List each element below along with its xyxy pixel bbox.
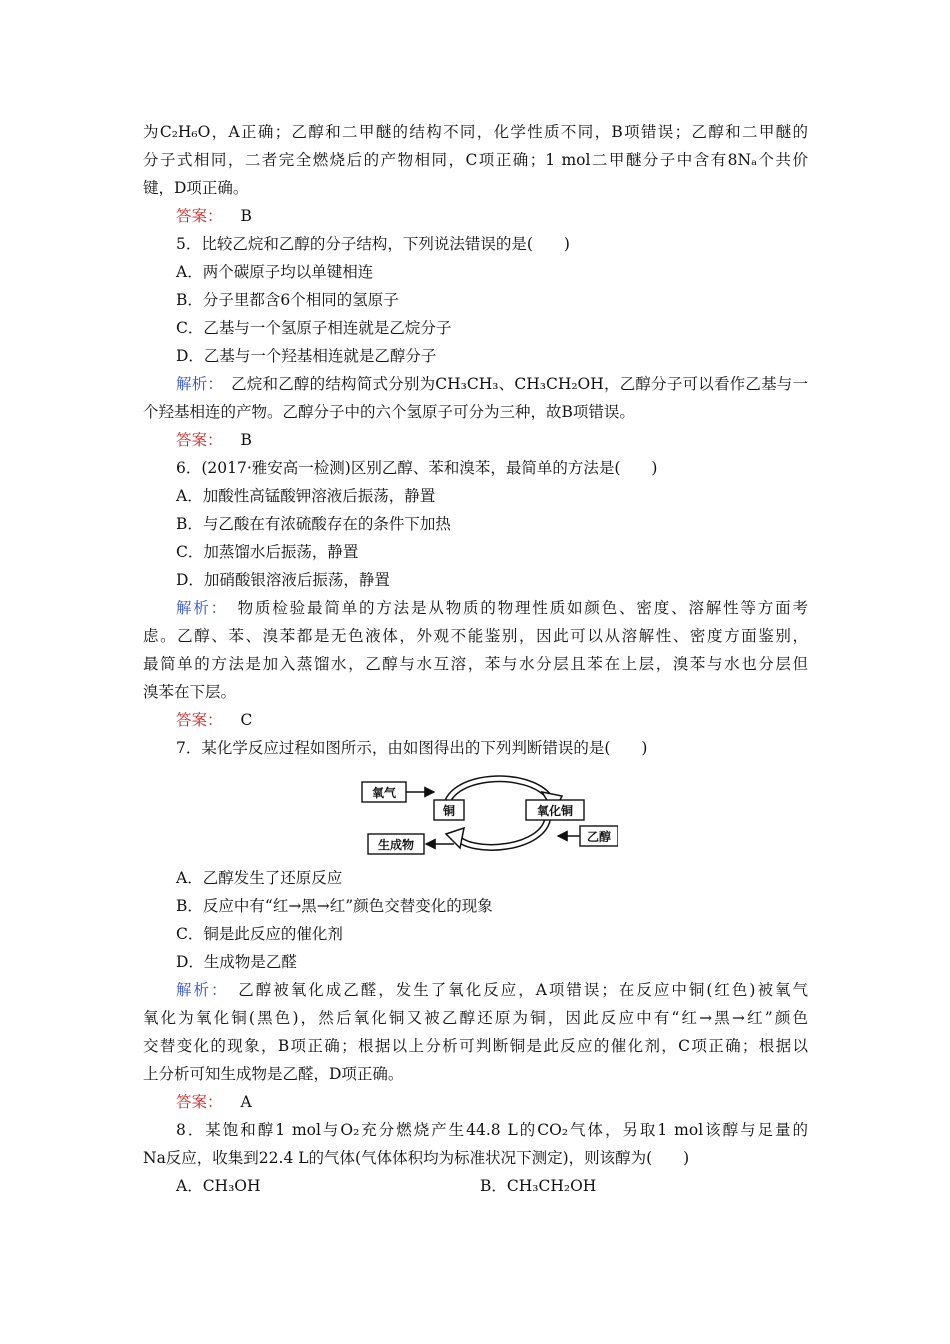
analysis-label: 解析： (176, 599, 221, 617)
option-line: C．乙基与一个氢原子相连就是乙烷分子 (176, 319, 452, 337)
option-line: C．铜是此反应的催化剂 (176, 925, 343, 943)
answer-value: B (240, 431, 252, 449)
cycle-arrowhead-bottom (446, 828, 464, 848)
copper-oxide-label: 氧化铜 (536, 804, 574, 818)
analysis-label: 解析： (176, 375, 216, 393)
ethanol-label: 乙醇 (586, 830, 612, 844)
option-line: B．分子里都含6个相同的氢原子 (176, 291, 399, 309)
reaction-cycle-diagram (358, 764, 618, 860)
question-8-stem: Na反应，收集到22.4 L的气体(气体体积均为标准状况下测定)，则该醇为( ) (143, 1149, 690, 1167)
analysis-label: 解析： (176, 981, 221, 999)
option-line: A．两个碳原子均以单键相连 (176, 263, 374, 281)
product-label: 生成物 (377, 838, 415, 852)
option-line: D．加硝酸银溶液后振荡，静置 (176, 571, 390, 589)
paragraph-line: 键，D项正确。 (143, 179, 249, 197)
copper-label: 铜 (442, 804, 456, 818)
answer-label: 答案： (176, 1093, 223, 1111)
answer-line (176, 710, 841, 730)
answer-line (176, 206, 841, 226)
analysis-text: 乙烷和乙醇的结构简式分别为CH₃CH₃、CH₃CH₂OH，乙醇分子可以看作乙基与一 (231, 375, 808, 393)
option-line: D．生成物是乙醛 (176, 953, 297, 971)
analysis-text: 物质检验最简单的方法是从物质的物理性质如颜色、密度、溶解性等方面考 (237, 599, 808, 617)
option-a: A．CH₃OH (176, 1177, 261, 1195)
option-line: A．加酸性高锰酸钾溶液后振荡，静置 (176, 487, 436, 505)
answer-value: B (240, 207, 252, 225)
option-line: A．乙醇发生了还原反应 (176, 869, 343, 887)
option-line: C．加蒸馏水后振荡，静置 (176, 543, 359, 561)
answer-label: 答案： (176, 207, 223, 225)
option-line: B．与乙酸在有浓硫酸存在的条件下加热 (176, 515, 451, 533)
analysis-line: 上分析可知生成物是乙醛，D项正确。 (143, 1065, 404, 1083)
answer-label: 答案： (176, 711, 223, 729)
answer-value: C (240, 711, 253, 729)
question-5-stem: 5．比较乙烷和乙醇的分子结构，下列说法错误的是( ) (176, 235, 570, 253)
answer-line (176, 1092, 841, 1112)
question-8-stem: 8．某饱和醇1 mol与O₂充分燃烧产生44.8 L的CO₂气体，另取1 mol该醇与足量的 (176, 1121, 808, 1139)
answer-line (176, 430, 841, 450)
answer-value: A (240, 1093, 252, 1111)
analysis-line: 虑。乙醇、苯、溴苯都是无色液体，外观不能鉴别，因此可以从溶解性、密度方面鉴别， (143, 627, 808, 645)
analysis-line (176, 598, 808, 618)
analysis-text: 乙醇被氧化成乙醛，发生了氧化反应，A项错误；在反应中铜(红色)被氧气 (238, 981, 808, 999)
analysis-line: 个羟基相连的产物。乙醇分子中的六个氢原子可分为三种，故B项错误。 (143, 403, 635, 421)
option-line: B．反应中有“红→黑→红”颜色交替变化的现象 (176, 897, 493, 915)
paragraph-line: 分子式相同，二者完全燃烧后的产物相同，C项正确；1 mol二甲醚分子中含有8Nₐ个共价 (143, 151, 808, 169)
analysis-line: 交替变化的现象，B项正确；根据以上分析可判断铜是此反应的催化剂，C项正确；根据以 (143, 1037, 808, 1055)
question-7-stem: 7．某化学反应过程如图所示，由如图得出的下列判断错误的是( ) (176, 739, 648, 757)
analysis-line: 溴苯在下层。 (143, 683, 237, 701)
paragraph-line: 为C₂H₆O，A正确；乙醇和二甲醚的结构不同，化学性质不同，B项错误；乙醇和二甲醚的 (143, 123, 808, 141)
answer-label: 答案： (176, 431, 223, 449)
analysis-line: 氧化为氧化铜(黑色)，然后氧化铜又被乙醇还原为铜，因此反应中有“红→黑→红”颜色 (143, 1009, 808, 1027)
option-line: D．乙基与一个羟基相连就是乙醇分子 (176, 347, 437, 365)
option-b: B．CH₃CH₂OH (480, 1177, 597, 1195)
analysis-line: 最简单的方法是加入蒸馏水，乙醇与水互溶，苯与水分层且苯在上层，溴苯与水也分层但 (143, 655, 808, 673)
analysis-line (176, 980, 808, 1000)
analysis-line (176, 374, 808, 394)
question-6-stem: 6．(2017·雅安高一检测)区别乙醇、苯和溴苯，最简单的方法是( ) (176, 459, 658, 477)
oxygen-label: 氧气 (371, 786, 397, 800)
